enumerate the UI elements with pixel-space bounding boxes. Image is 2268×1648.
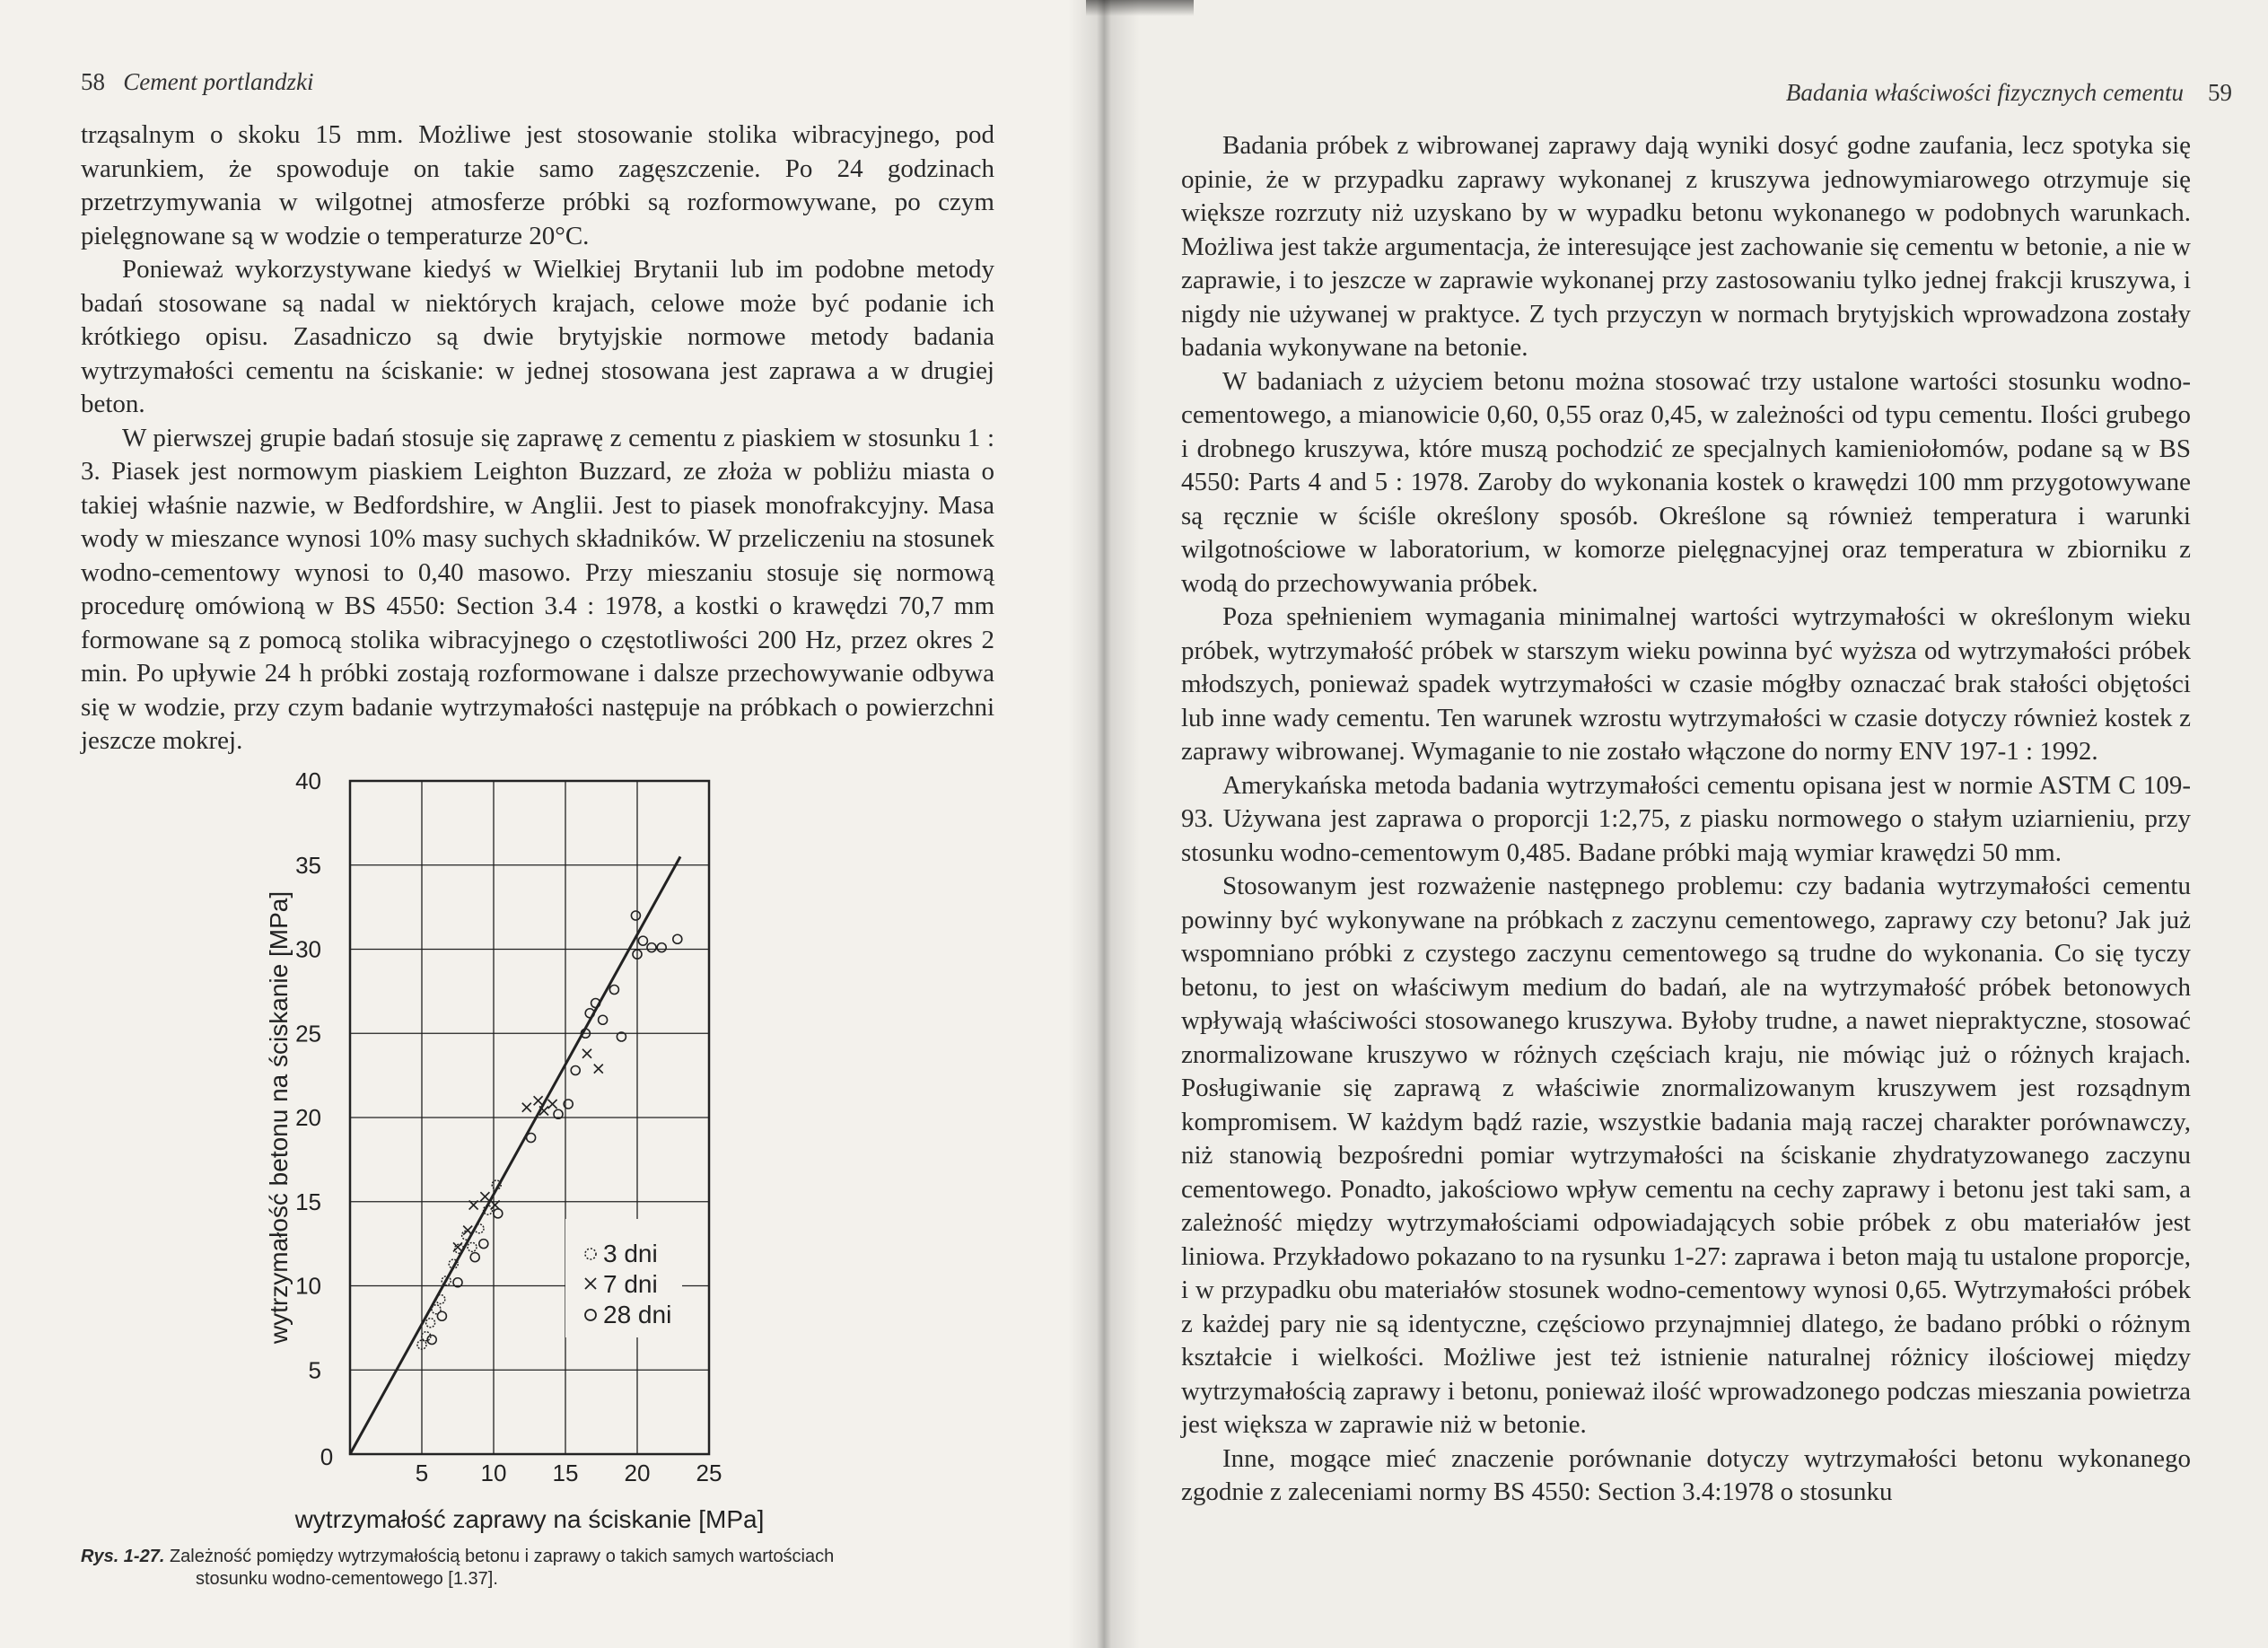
left-running-title: Cement portlandzki	[123, 68, 314, 95]
trend-line	[350, 856, 680, 1454]
y-tick-label: 10	[295, 1272, 321, 1300]
y-tick-label: 25	[295, 1020, 321, 1048]
x-tick-label: 20	[624, 1460, 651, 1486]
paragraph: W badaniach z użyciem betonu można stosować trzy ustalone wartości stosunku wodno-cementowego, a mianowicie 0,60, 0,55 oraz 0,45, w zależności od typu cementu. Ilości grubego i drobnego kruszywa, które muszą pochodzić ze specjalnych kamieniołomów, podane są w BS 4550: Parts 4 and 5 : 1978. Zaroby do wykonania kostek o krawędzi 100 mm przygotowywane są ręcznie w ściśle określony sposób. Określone są również temperatura i warunki wilgotnościowe w laboratorium, w komorze pielęgnacyjnej oraz temperatura w zbiorniku z wodą do przechowywania próbek.	[1181, 366, 2191, 598]
right-page-number: 59	[2208, 79, 2232, 106]
y-axis-label: wytrzymałość betonu na ściskanie [MPa]	[265, 890, 293, 1345]
caption-label: Rys. 1-27.	[81, 1547, 165, 1566]
data-point-28-dni	[647, 943, 656, 952]
chart-grid	[350, 781, 709, 1454]
paragraph: Amerykańska metoda badania wytrzymałości cementu opisana jest w normie ASTM C 109-93. Używana jest zaprawa o proporcji 1:2,75, z piasku normowego o stałym uziarnieniu, przy stosunku wodno-cementowym 0,485. Badane próbki mają wymiar krawędzi 50 mm.	[1181, 770, 2191, 867]
x-axis-label: wytrzymałość zaprawy na ściskanie [MPa]	[294, 1505, 765, 1533]
data-point-7-dni	[463, 1226, 472, 1235]
legend-label-7-dni: 7 dni	[603, 1270, 658, 1298]
data-point-28-dni	[571, 1066, 580, 1075]
left-body-text	[81, 118, 994, 758]
data-point-3-dni	[436, 1295, 445, 1304]
left-page-number: 58	[81, 68, 105, 95]
data-point-3-dni	[468, 1242, 477, 1251]
paragraph: Inne, mogące mieć znaczenie porównanie dotyczy wytrzymałości betonu wykonanego zgodnie z zaleceniami normy BS 4550: Section 3.4:1978 o stosunku	[1181, 1443, 2191, 1506]
x-tick-labels	[416, 1460, 722, 1486]
x-tick-label: 5	[415, 1460, 429, 1486]
origin-label: 0	[320, 1443, 334, 1470]
right-running-title: Badania właściwości fizycznych cementu	[1785, 79, 2184, 106]
right-page	[1104, 0, 2268, 1648]
paragraph: trząsalnym o skoku 15 mm. Możliwe jest stosowanie stolika wibracyjnego, pod warunkiem, że spowoduje on takie samo zagęszczenie. Po 24 godzinach przetrzymywania w wilgotnej atmosferze próbki są rozformowywane, po czym pielęgnowane są w wodzie o temperaturze 20°C.	[81, 120, 994, 250]
paragraph: W pierwszej grupie badań stosuje się zaprawę z cementu z piaskiem w stosunku 1 : 3. Piasek jest normowym piaskiem Leighton Buzzard, ze złoża w pobliżu miasta o takiej właśnie nazwie, w Bedfordshire, w Anglii. Jest to piasek monofrakcyjny. Masa wody w mieszance wynosi 10% masy suchych składników. W przeliczeniu na stosunek wodno-cementowy wynosi to 0,40 masowo. Przy mieszaniu stosuje się normową procedurę omówioną w BS 4550: Section 3.4 : 1978, a kostki o krawędzi 70,7 mm formowane są z pomocą stolika wibracyjnego o częstotliwości 200 Hz, przez okres 2 min. Po upływie 24 h próbki zostają rozformowane i dalsze przechowywanie odbywa się w wodzie, przy czym badanie wytrzymałości następuje na próbkach o powierzchni jeszcze mokrej.	[81, 423, 994, 755]
data-point-28-dni	[631, 911, 640, 920]
legend-label-28-dni: 28 dni	[603, 1301, 672, 1328]
data-point-3-dni	[426, 1319, 435, 1328]
caption-text: Zależność pomiędzy wytrzymałością betonu i zaprawy o takich samych wartościach	[169, 1547, 835, 1566]
y-tick-label: 35	[295, 851, 321, 879]
data-point-28-dni	[437, 1311, 446, 1320]
paragraph: Badania próbek z wibrowanej zaprawy dają wyniki dosyć godne zaufania, lecz spotyka się opinie, że w przypadku zaprawy wykonanej z kruszywa jednowymiarowego otrzymuje się większe rozrzuty niż uzyskano by w wypadku betonu wykonanego w podobnych warunkach. Możliwa jest także argumentacja, że interesujące jest zachowanie się cementu w betonie, a nie w zaprawie, i to jeszcze w zaprawie wykonanej przy zastosowaniu tylko jednej frakcji kruszywa, i nigdy nie używanej w praktyce. Z tych przyczyn w normach brytyjskich wprowadzona zostały badania wykonywane na betonie.	[1181, 131, 2191, 362]
y-tick-label: 40	[295, 767, 321, 794]
right-running-head	[1786, 79, 2232, 107]
data-point-7-dni	[594, 1065, 603, 1074]
data-point-28-dni	[609, 986, 618, 995]
data-point-7-dni	[548, 1100, 557, 1109]
data-point-28-dni	[599, 1015, 608, 1024]
data-point-28-dni	[479, 1240, 488, 1249]
y-tick-label: 15	[295, 1188, 321, 1215]
y-tick-label: 30	[295, 935, 321, 963]
legend	[565, 1219, 682, 1337]
data-point-7-dni	[480, 1192, 489, 1201]
data-point-28-dni	[638, 936, 647, 945]
figure-caption	[81, 1546, 1014, 1591]
legend-label-3-dni: 3 dni	[603, 1240, 658, 1267]
left-running-head	[81, 68, 313, 96]
data-point-28-dni	[527, 1134, 536, 1143]
right-body-text	[1181, 129, 2191, 1510]
data-point-28-dni	[470, 1253, 479, 1262]
data-point-7-dni	[522, 1103, 531, 1112]
data-point-28-dni	[657, 943, 666, 952]
data-point-28-dni	[673, 934, 682, 943]
data-point-28-dni	[494, 1209, 503, 1218]
paragraph: Stosowanym jest rozważenie następnego problemu: czy badania wytrzymałości cementu powinny być wykonywane na próbkach z zaczynu cementowego, zaprawy czy betonu? Jak już wspomniano próbki z czystego zaczynu cementowego są trudne do wykonania. Co się tyczy betonu, to jest on właściwym medium do badań, ale na wytrzymałość próbek betonowych wpływają właściwości stosowanego kruszywa. Byłoby trudne, a nawet niepraktyczne, stosować znormalizowane kruszywo w różnych częściach kraju, nie mówiąc już o różnych krajach. Posługiwanie się zaprawą z właściwie znormalizowanym kruszywem jest rozsądnym kompromisem. W każdym bądź razie, wszystkie badania mają raczej charakter porównawczy, niż stanowią bezpośredni pomiar wytrzymałości na ściskanie zhydratyzowanego zaczynu cementowego. Ponadto, jakościowo wpływ cementu na cechy zaprawy i betonu jest taki sam, a zależność między wytrzymałościami odpowiadających sobie próbek z obu materiałów jest liniowa. Przykładowo pokazano to na rysunku 1-27: zaprawa i beton mają tu ustalone proporcje, i w przypadku obu materiałów stosunek wodno-cementowy wynosi 0,65. Wytrzymałości próbek z każdej pary nie są identyczne, częściowo przynajmniej dlatego, że badano próbki o różnym kształcie i wielkości. Możliwe jest też istnienie naturalnej różnicy ilościowej między wytrzymałością zaprawy i betonu, ponieważ ilość wprowadzonego podczas mieszania powietrza jest większa w zaprawie niż w betonie.	[1181, 872, 2191, 1439]
x-tick-label: 15	[552, 1460, 579, 1486]
y-tick-labels	[295, 767, 321, 1383]
figure-chart	[265, 754, 844, 1544]
left-page	[0, 0, 1104, 1648]
y-tick-label: 5	[308, 1356, 321, 1384]
paragraph: Ponieważ wykorzystywane kiedyś w Wielkiej Brytanii lub im podobne metody badań stosowane są nadal w niektórych krajach, celowe może być podanie ich krótkiego opisu. Zasadniczo są dwie brytyjskie normowe metody badania wytrzymałości cementu na ściskanie: w jednej stosowana jest zaprawa a w drugiej beton.	[81, 255, 994, 418]
x-tick-label: 25	[696, 1460, 722, 1486]
y-tick-label: 20	[295, 1104, 321, 1131]
x-tick-label: 10	[480, 1460, 507, 1486]
paragraph: Poza spełnieniem wymagania minimalnej wartości wytrzymałości w określonym wieku próbek, wytrzymałość próbek w starszym wieku powinna być wyższa od wytrzymałości próbek młodszych, ponieważ spadek wytrzymałości w czasie mógłby oznaczać brak stałości objętości lub inne wady cementu. Ten warunek wzrostu wytrzymałości w czasie dotyczy również kostek z zaprawy wibrowanej. Wymaganie to nie zostało włączone do normy ENV 197-1 : 1992.	[1181, 602, 2191, 766]
data-point-7-dni	[582, 1049, 591, 1058]
caption-text-continued: stosunku wodno-cementowego [1.37].	[196, 1569, 498, 1589]
book-spine-edge	[1086, 0, 1194, 16]
data-point-7-dni	[534, 1096, 543, 1105]
